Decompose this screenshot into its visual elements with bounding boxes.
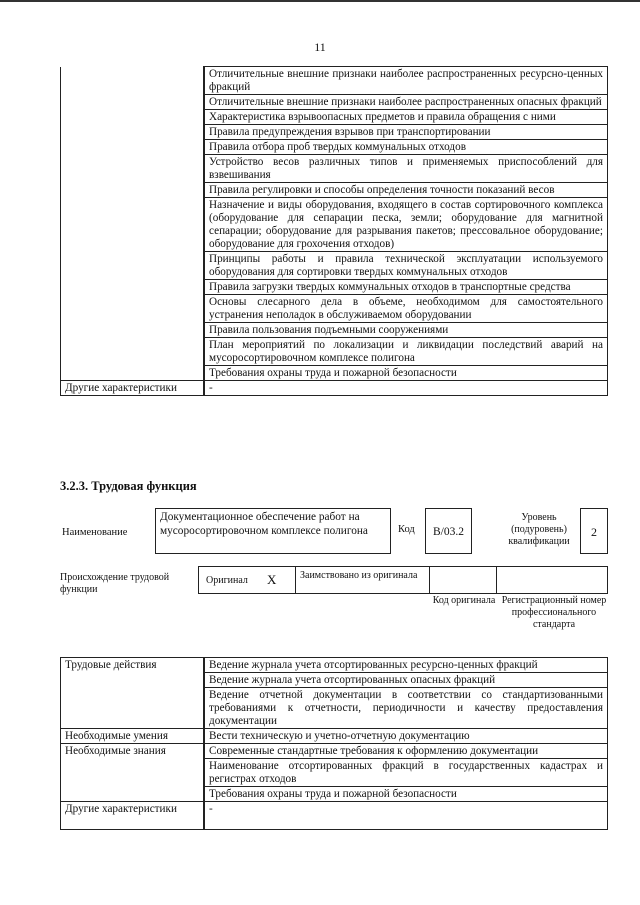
knowledge-row: Отличительные внешние признаки наиболее распространенных ресурсно-ценных фракций <box>204 67 608 95</box>
labor-actions-label: Трудовые действия <box>61 658 205 729</box>
other-characteristics-value: - <box>204 802 608 830</box>
borrowed-cell <box>295 566 430 594</box>
original-cell <box>198 566 296 594</box>
origin-label: Происхождение трудовой функции <box>60 572 170 595</box>
knowledge-row: Назначение и виды оборудования, входящего в состав сортировочного комплекса (оборудование для сепарации песка, земли; оборудование для магнитной сепарации; оборудование для разрывания пакетов; прессовальное оборудование; оборудование для грохочения отходов) <box>204 198 608 252</box>
original-label: Оригинал <box>206 575 248 586</box>
knowledge-row: Правила отбора проб твердых коммунальных отходов <box>204 140 608 155</box>
reg-number-cell <box>496 566 608 594</box>
labor-action-row: Ведение отчетной документации в соответствии со стандартизованными требованиями к отчетности, периодичности и качеству предоставления документации <box>204 688 608 729</box>
original-mark: X <box>267 572 277 587</box>
origin-row <box>198 566 608 594</box>
function-name-box: Документационное обеспечение работ на мусоросортировочном комплексе полигона <box>155 508 391 554</box>
page-number: 11 <box>314 40 326 54</box>
name-label: Наименование <box>62 527 128 538</box>
knowledge-row: План мероприятий по локализации и ликвидации последствий аварий на мусоросортировочном комплексе полигона <box>204 338 608 366</box>
knowledge-row: Требования охраны труда и пожарной безопасности <box>204 366 608 381</box>
other-characteristics-label: Другие характеристики <box>61 381 205 396</box>
knowledge-row: Правила пользования подъемными сооружениями <box>204 323 608 338</box>
continued-knowledge-table <box>60 66 608 396</box>
section-title: 3.2.3. Трудовая функция <box>60 479 197 493</box>
knowledge-row: Правила загрузки твердых коммунальных отходов в транспортные средства <box>204 280 608 295</box>
labor-action-row: Ведение журнала учета отсортированных опасных фракций <box>204 673 608 688</box>
knowledge-row: Основы слесарного дела в объеме, необходимом для самостоятельного устранения неполадок в обслуживаемом оборудовании <box>204 295 608 323</box>
knowledge-row: Наименование отсортированных фракций в государственных кадастрах и регистрах отходов <box>204 759 608 787</box>
continued-label-cell <box>61 67 205 381</box>
level-label: Уровень (подуровень) квалификации <box>508 512 570 547</box>
knowledge-row: Характеристика взрывоопасных предметов и правила обращения с ними <box>204 110 608 125</box>
other-characteristics-label: Другие характеристики <box>61 802 205 830</box>
knowledge-row: Правила предупреждения взрывов при транспортировании <box>204 125 608 140</box>
skill-row: Вести техническую и учетно-отчетную документацию <box>204 729 608 744</box>
other-characteristics-value: - <box>204 381 608 396</box>
labor-function-table <box>60 657 608 830</box>
code-label: Код <box>398 524 415 535</box>
scan-top-edge <box>0 0 640 6</box>
knowledge-row: Требования охраны труда и пожарной безопасности <box>204 787 608 802</box>
skills-label: Необходимые умения <box>61 729 205 744</box>
labor-action-row: Ведение журнала учета отсортированных ресурсно-ценных фракций <box>204 658 608 673</box>
knowledge-label: Необходимые знания <box>61 744 205 802</box>
knowledge-row: Принципы работы и правила технической эксплуатации используемого оборудования для сортировки твердых коммунальных отходов <box>204 252 608 280</box>
code-value-box: B/03.2 <box>425 508 472 554</box>
code-original-cell <box>429 566 497 594</box>
knowledge-row: Отличительные внешние признаки наиболее распространенных опасных фракций <box>204 95 608 110</box>
code-original-caption: Код оригинала <box>432 595 496 606</box>
knowledge-row: Правила регулировки и способы определения точности показаний весов <box>204 183 608 198</box>
borrowed-label: Заимствовано из оригинала <box>300 570 418 581</box>
level-value-box: 2 <box>580 508 608 554</box>
knowledge-row: Современные стандартные требования к оформлению документации <box>204 744 608 759</box>
knowledge-row: Устройство весов различных типов и применяемых приспособлений для взвешивания <box>204 155 608 183</box>
reg-number-caption: Регистрационный номер профессионального стандарта <box>501 595 607 630</box>
